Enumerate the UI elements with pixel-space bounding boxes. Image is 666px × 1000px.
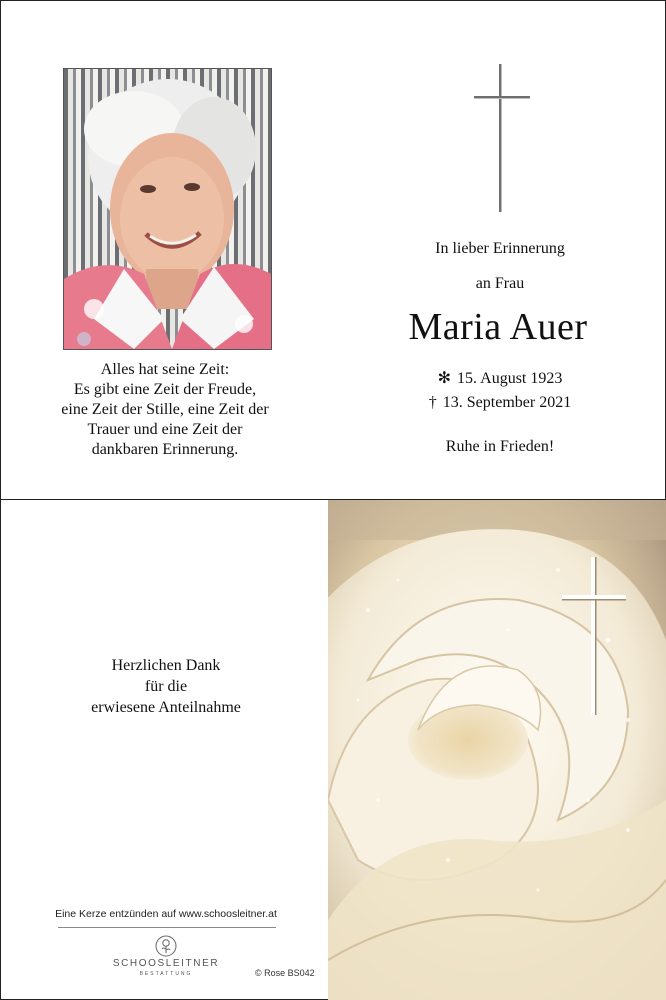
verse-line: eine Zeit der Stille, eine Zeit der [61, 401, 269, 418]
rose-logo-icon [155, 935, 177, 957]
closing-line: Ruhe in Frieden! [445, 438, 555, 455]
birth-star-icon: ✻ [437, 370, 452, 387]
bottom-panel [0, 500, 666, 1000]
death-date-text: 13. September 2021 [442, 394, 572, 411]
rose-image [328, 500, 666, 1000]
verse-line: dankbaren Erinnerung. [91, 441, 239, 458]
portrait-photo [63, 68, 272, 350]
birth-date [390, 368, 610, 388]
logo-subtitle: BESTATTUNG [139, 971, 193, 977]
thanks-message [40, 655, 292, 718]
top-panel [0, 0, 666, 499]
candle-underline [58, 927, 276, 928]
thanks-line: Herzlichen Dank [111, 657, 221, 674]
image-credit: © Rose BS042 [255, 968, 315, 978]
deceased-name: Maria Auer [408, 306, 588, 348]
thanks-line: für die [144, 678, 188, 695]
verse-line: Trauer und eine Zeit der [87, 421, 243, 438]
death-date [390, 394, 610, 412]
death-cross-icon: † [428, 394, 437, 411]
logo-name: SCHOOSLEITNER [112, 958, 220, 969]
cross-icon [562, 557, 626, 717]
thanks-line: erwiesene Anteilnahme [91, 699, 241, 716]
memory-line: an Frau [475, 275, 525, 292]
candle-link[interactable]: Eine Kerze entzünden auf www.schoosleitner.at [55, 908, 277, 920]
memorial-verse [40, 360, 290, 460]
birth-date-text: 15. August 1923 [457, 370, 563, 387]
verse-line: Es gibt eine Zeit der Freude, [73, 381, 257, 398]
cross-icon [474, 64, 530, 214]
verse-line: Alles hat seine Zeit: [100, 361, 230, 378]
memory-line: In lieber Erinnerung [435, 240, 565, 257]
